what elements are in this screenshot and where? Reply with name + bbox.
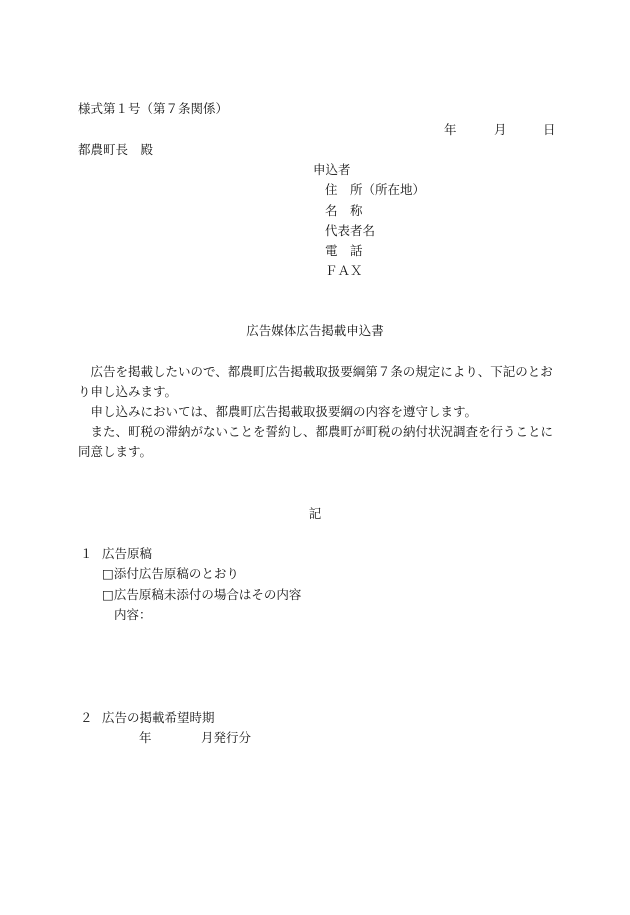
date-year-label: 年 (444, 122, 457, 137)
applicant-representative-label: 代表者名 (325, 223, 376, 238)
body-paragraph-1: 広告を掲載したいので、都農町広告掲載取扱要綱第７条の規定により、下記のとおり申し込みます。 (78, 364, 553, 399)
section1-heading: 広告原稿 (102, 546, 153, 561)
addressee: 都農町長 殿 (78, 142, 154, 157)
checkbox-icon[interactable]: □ (102, 587, 114, 602)
section1-content-label: 内容： (114, 607, 152, 622)
form-number: 様式第１号（第７条関係） (78, 101, 229, 116)
section1-option1[interactable] (102, 568, 239, 581)
applicant-name-label: 名 称 (325, 203, 363, 218)
section2-month-label: 月発行分 (201, 730, 252, 745)
applicant-fax-label: ＦＡＸ (325, 263, 363, 278)
section1-option2-label: 広告原稿未添付の場合はその内容 (113, 587, 302, 602)
section1-option2[interactable] (102, 589, 301, 602)
body-text (78, 362, 558, 462)
checkbox-icon[interactable]: □ (102, 566, 114, 581)
date-day-label: 日 (543, 122, 556, 137)
body-paragraph-2: 申し込みにおいては、都農町広告掲載取扱要綱の内容を遵守します。 (90, 404, 478, 419)
date-month-label: 月 (494, 122, 507, 137)
section2-number: ２ (80, 710, 93, 725)
section1-number: １ (80, 546, 93, 561)
ki-heading: 記 (308, 506, 322, 521)
applicant-address-label: 住 所（所在地） (325, 182, 426, 197)
document-title: 広告媒体広告掲載申込書 (246, 323, 384, 338)
section1-option1-label: 添付広告原稿のとおり (113, 566, 239, 581)
section2-heading: 広告の掲載希望時期 (102, 710, 215, 725)
applicant-phone-label: 電 話 (325, 243, 363, 258)
section2-year-label: 年 (139, 730, 152, 745)
applicant-heading: 申込者 (313, 162, 351, 177)
body-paragraph-3: また、町税の滞納がないことを誓約し、都農町が町税の納付状況調査を行うことに同意します。 (78, 424, 554, 459)
